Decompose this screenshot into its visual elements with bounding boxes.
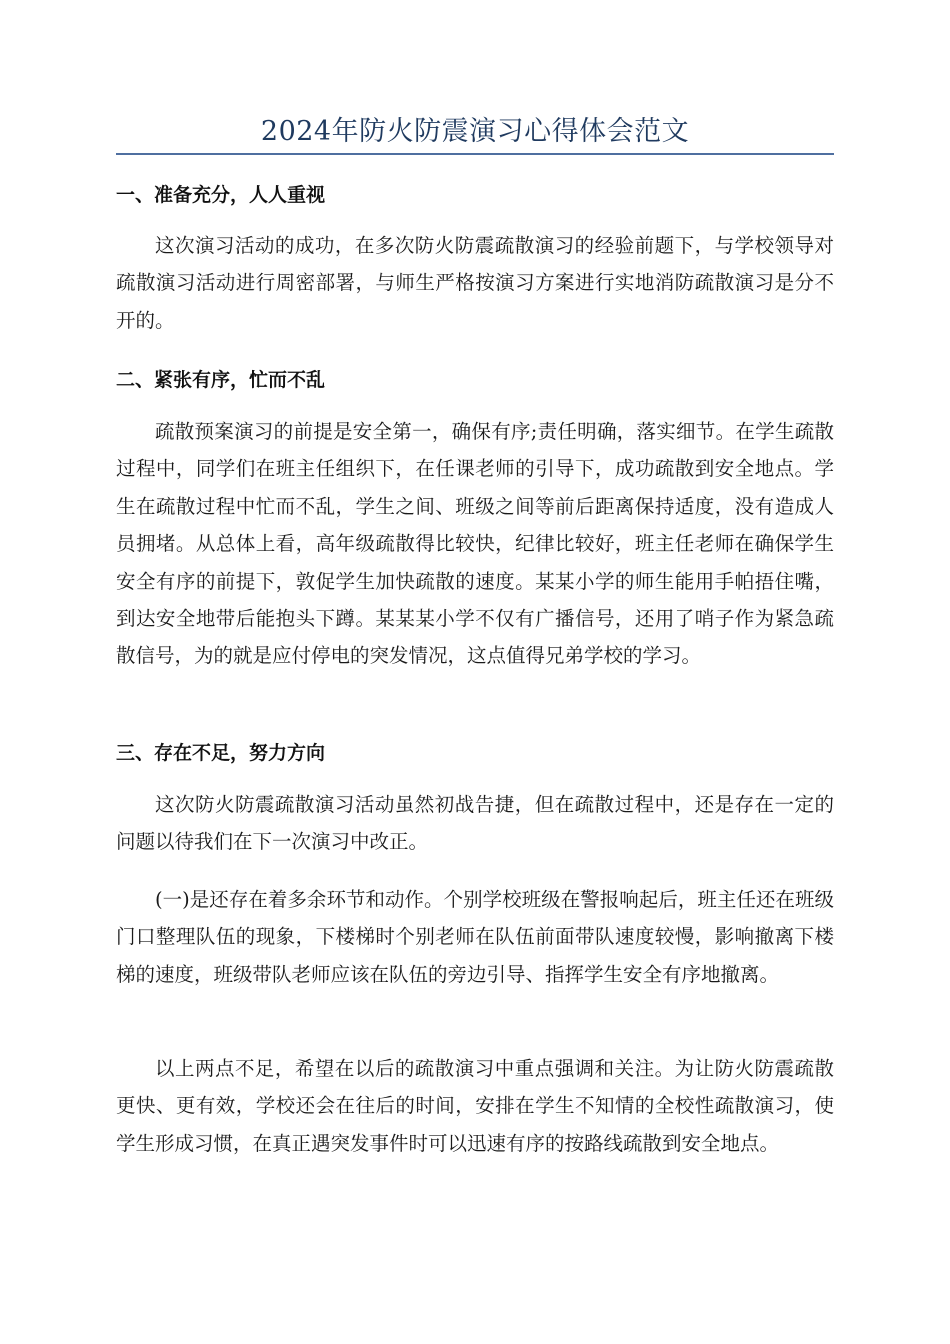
section-heading-2: 二、紧张有序，忙而不乱 xyxy=(116,369,326,391)
section-3-paragraph-1: 这次防火防震疏散演习活动虽然初战告捷，但在疏散过程中，还是存在一定的问题以待我们在下一次演习中改正。 xyxy=(116,793,834,854)
section-3-paragraph-3: 以上两点不足，希望在以后的疏散演习中重点强调和关注。为让防火防震疏散更快、更有效，学校还会在往后的时间，安排在学生不知情的全校性疏散演习，使学生形成习惯，在真正遇突发事件时可以迅速有序的按路线疏散到安全地点。 xyxy=(116,1057,834,1155)
section-2-paragraph-1: 疏散预案演习的前提是安全第一，确保有序;责任明确，落实细节。在学生疏散过程中，同学们在班主任组织下，在任课老师的引导下，成功疏散到安全地点。学生在疏散过程中忙而不乱，学生之间、班级之间等前后距离保持适度，没有造成人员拥堵。从总体上看，高年级疏散得比较快，纪律比较好，班主任老师在确保学生安全有序的前提下，敦促学生加快疏散的速度。某某小学的师生能用手帕捂住嘴，到达安全地带后能抱头下蹲。某某某小学不仅有广播信号，还用了哨子作为紧急疏散信号，为的就是应付停电的突发情况，这点值得兄弟学校的学习。 xyxy=(116,420,834,668)
section-3-paragraph-2: (一)是还存在着多余环节和动作。个别学校班级在警报响起后，班主任还在班级门口整理队伍的现象，下楼梯时个别老师在队伍前面带队速度较慢，影响撤离下楼梯的速度，班级带队老师应该在队伍的旁边引导、指挥学生安全有序地撤离。 xyxy=(116,888,834,986)
title-underline xyxy=(116,153,834,155)
section-heading-3: 三、存在不足，努力方向 xyxy=(116,742,326,764)
document-title: 2024年防火防震演习心得体会范文 xyxy=(260,116,690,147)
section-heading-1: 一、准备充分，人人重视 xyxy=(116,184,326,206)
section-1-paragraph-1: 这次演习活动的成功，在多次防火防震疏散演习的经验前题下，与学校领导对疏散演习活动进行周密部署，与师生严格按演习方案进行实地消防疏散演习是分不开的。 xyxy=(116,234,834,332)
